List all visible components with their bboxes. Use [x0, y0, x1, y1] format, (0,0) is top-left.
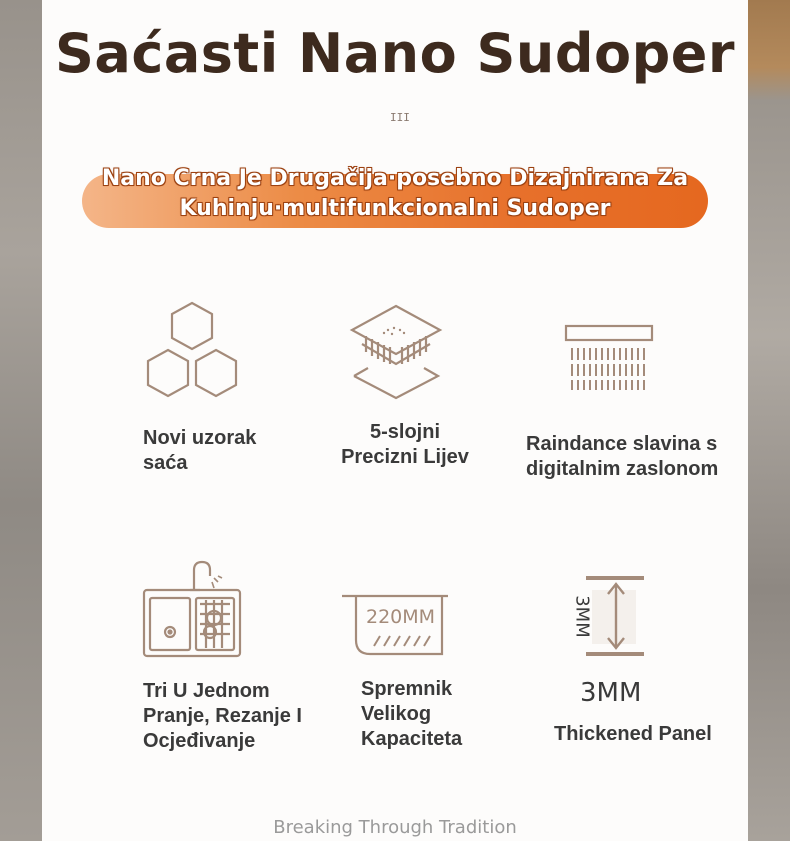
- background-right-stone: [748, 0, 790, 841]
- honeycomb-icon: [142, 300, 244, 402]
- double-sink-icon: [142, 560, 244, 660]
- background-left-stone: [0, 0, 42, 841]
- layers-icon: [348, 302, 444, 402]
- feature-label-layers: 5-slojni Precizni Lijev: [341, 421, 469, 468]
- feature-label-double-sink: Tri U Jednom Pranje, Rezanje I Ocjeđivanje: [143, 680, 302, 752]
- sink-depth-icon: [342, 592, 450, 660]
- banner-line-2: Kuhinju·multifunkcionalni Sudoper: [179, 196, 611, 221]
- feature-label-honeycomb: Novi uzorak saća: [143, 427, 257, 474]
- feature-label-sink-depth: Spremnik Velikog Kapaciteta: [361, 678, 463, 750]
- sink-depth-text: 220MM: [366, 606, 436, 628]
- panel-thickness-vertical-text: 3MM: [571, 595, 593, 638]
- product-card: [42, 0, 748, 841]
- banner-text: [62, 164, 728, 224]
- panel-thickness-value: 3MM: [580, 678, 642, 708]
- feature-label-panel-thickness: Thickened Panel: [554, 723, 712, 745]
- feature-label-rain-shower: Raindance slavina s digitalnim zaslonom: [526, 433, 719, 480]
- panel-thickness-icon: [564, 574, 646, 660]
- banner-line-1: Nano Crna Je Drugačija·posebno Dizajnirana Za: [101, 166, 689, 191]
- footer-tagline: Breaking Through Tradition: [273, 817, 517, 838]
- page-title: Saćasti Nano Sudoper: [54, 22, 736, 85]
- rain-shower-icon: [564, 324, 654, 394]
- divider-mark: III: [390, 111, 410, 124]
